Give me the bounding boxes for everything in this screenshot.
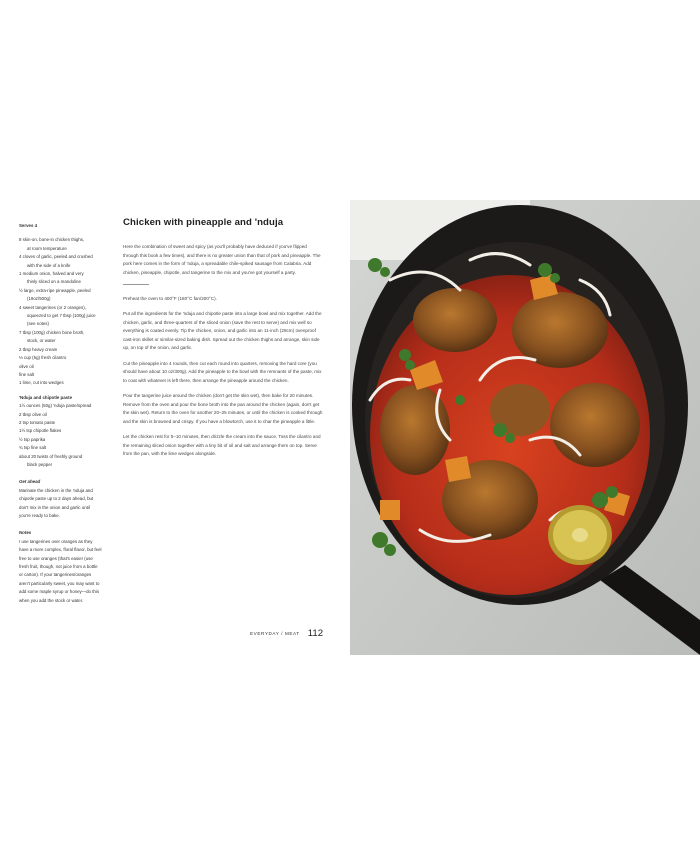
get-ahead-text [19,487,115,521]
food-photo-page [350,200,700,655]
notes-text [19,538,115,605]
ingredient-line: thinly sliced on a mandoline [27,279,81,285]
notes-line: have a more complex, floral flavor, but feel [19,547,102,553]
nduja-ingredient-line: ½ tsp paprika [19,436,46,442]
ingredient-line: stock, or water [27,338,56,344]
page-footer [250,628,323,639]
notes-heading: Notes [19,530,32,536]
ingredient-line: 4 sweet tangerines (or 2 oranges), [19,304,86,310]
ingredient-line: fine salt [19,371,35,377]
ingredient-line: ½ large, extra-ripe pineapple, peeled [19,287,91,293]
nduja-ingredient-line: ¾ tsp fine salt [19,445,47,451]
get-ahead-line: don't mix in the onion and garlic until [19,504,90,510]
page-number: 112 [307,628,324,639]
notes-line: I use tangerines over oranges as they [19,538,93,544]
notes-line: free to use oranges (that's easier (use [19,555,93,561]
notes-line: when you add the stock or water. [19,597,84,603]
ingredients-sidebar [19,222,115,605]
ingredient-list [19,236,115,387]
method-steps [123,295,323,459]
ingredient-line: with the side of a knife [27,262,71,268]
nduja-ingredient-line: about 20 twists of freshly ground [19,453,83,459]
ingredient-line: 7 tbsp (100g) chicken bone broth, [19,329,85,335]
nduja-ingredient-list [19,402,115,469]
ingredient-line: at room temperature [27,245,67,251]
ingredient-line: ⅓ cup (5g) fresh cilantro [19,355,67,361]
ingredient-line: olive oil [19,363,34,369]
notes-line: fresh fruit, though, not juice from a bottle [19,564,98,570]
nduja-ingredient-line: 2 tbsp olive oil [19,411,47,417]
recipe-intro: Here the combination of sweet and spicy (as you'll probably have deduced if you've flipped through this book a few times), and there is no greater union than that of pork and pineapple. The pork here comes in the form of 'nduja, a spreadable chile-spiked sausage from Calabria. Add chicken, pineapple, chipotle, and tangerine to the mix and you've got yourself a party. [123,244,321,275]
notes-line: or carton). If your tangerines/oranges [19,572,92,578]
method-step: Put all the ingredients for the 'nduja and chipotle paste into a large bowl and mix together. Add the chicken, garlic, and three-quarters of the sliced onion (save the rest to serve) and mix well so everything is coated evenly. Tip the chicken, onion, and garlic into an 11-inch (28cm) ovenproof cast-iron skillet or similar-sized baking dish. Spread out the chicken thighs and arrange, skin side up, on top of the onion, and garlic. [123,311,322,351]
method-step: Cut the pineapple into 4 rounds, then cut each round into quarters, removing the hard core (you should have about 10 oz/300g). Add the pineapple to the bowl with the remnants of the paste, mix to coat with whatever is left there, then arrange the pineapple around the chicken. [123,360,322,383]
nduja-ingredient-line: black pepper [27,461,53,467]
ingredient-line: (19oz/500g) [27,296,51,302]
method-step: Let the chicken rest for 5–10 minutes, then drizzle the cream into the sauce. Toss the cilantro and the remaining sliced onion together with a tiny bit of oil and salt and arrange them on top. Serve from the pan, with the lime wedges alongside. [123,434,321,457]
ingredient-line: 4 cloves of garlic, peeled and crushed [19,254,93,260]
ingredient-line: (see notes) [27,321,49,327]
nduja-ingredient-line: 2 tsp tomato paste [19,419,56,425]
get-ahead-line: you're ready to bake. [19,513,60,518]
notes-line: aren't particularly sweet, you may want to [19,580,100,586]
ingredient-line: squeezed to get 7 tbsp (100g) juice [27,313,96,319]
get-ahead-heading: Get ahead [19,479,41,485]
servings-label: Serves 4 [19,223,38,228]
book-spread [0,200,700,655]
recipe-method [123,217,323,466]
section-label: EVERYDAY / MEAT [250,631,300,636]
notes-line: add some maple syrup or honey—do this [19,589,100,595]
ingredient-line: 2 tbsp heavy cream [19,346,58,352]
nduja-paste-heading: 'Nduja and chipotle paste [19,394,73,400]
ingredient-line: 8 skin-on, bone-in chicken thighs, [19,237,85,243]
chicken-skillet-photo [350,200,700,655]
recipe-page [0,200,350,655]
ingredient-line: 1 medium onion, halved and very [19,271,84,277]
ingredient-line: 1 lime, cut into wedges [19,380,64,386]
method-step: Preheat the oven to 400°F (180°C fan/200°C). [123,295,217,301]
nduja-ingredient-line: 1½ tsp chipotle flakes [19,428,62,434]
lime-wedge [548,505,612,565]
get-ahead-line: Marinate the chicken in the 'nduja and [19,487,93,493]
get-ahead-line: chipotle paste up to 2 days ahead, but [19,496,94,502]
divider [123,284,149,285]
recipe-title: Chicken with pineapple and 'nduja [123,217,284,228]
method-step: Pour the tangerine juice around the chicken (don't get the skin wet), then bake for 20 minutes. Remove from the oven and pour the bone broth into the pan around the chicken (again, don't get the skin wet). Return to the oven for another 20–25 minutes, or until the chicken is cooked through and the skin is browned and crispy. If you have a blowtorch, use it to char the pineapple a little. [123,393,323,424]
nduja-ingredient-line: 1½ ounces (50g) 'nduja paste/spread [19,403,92,409]
